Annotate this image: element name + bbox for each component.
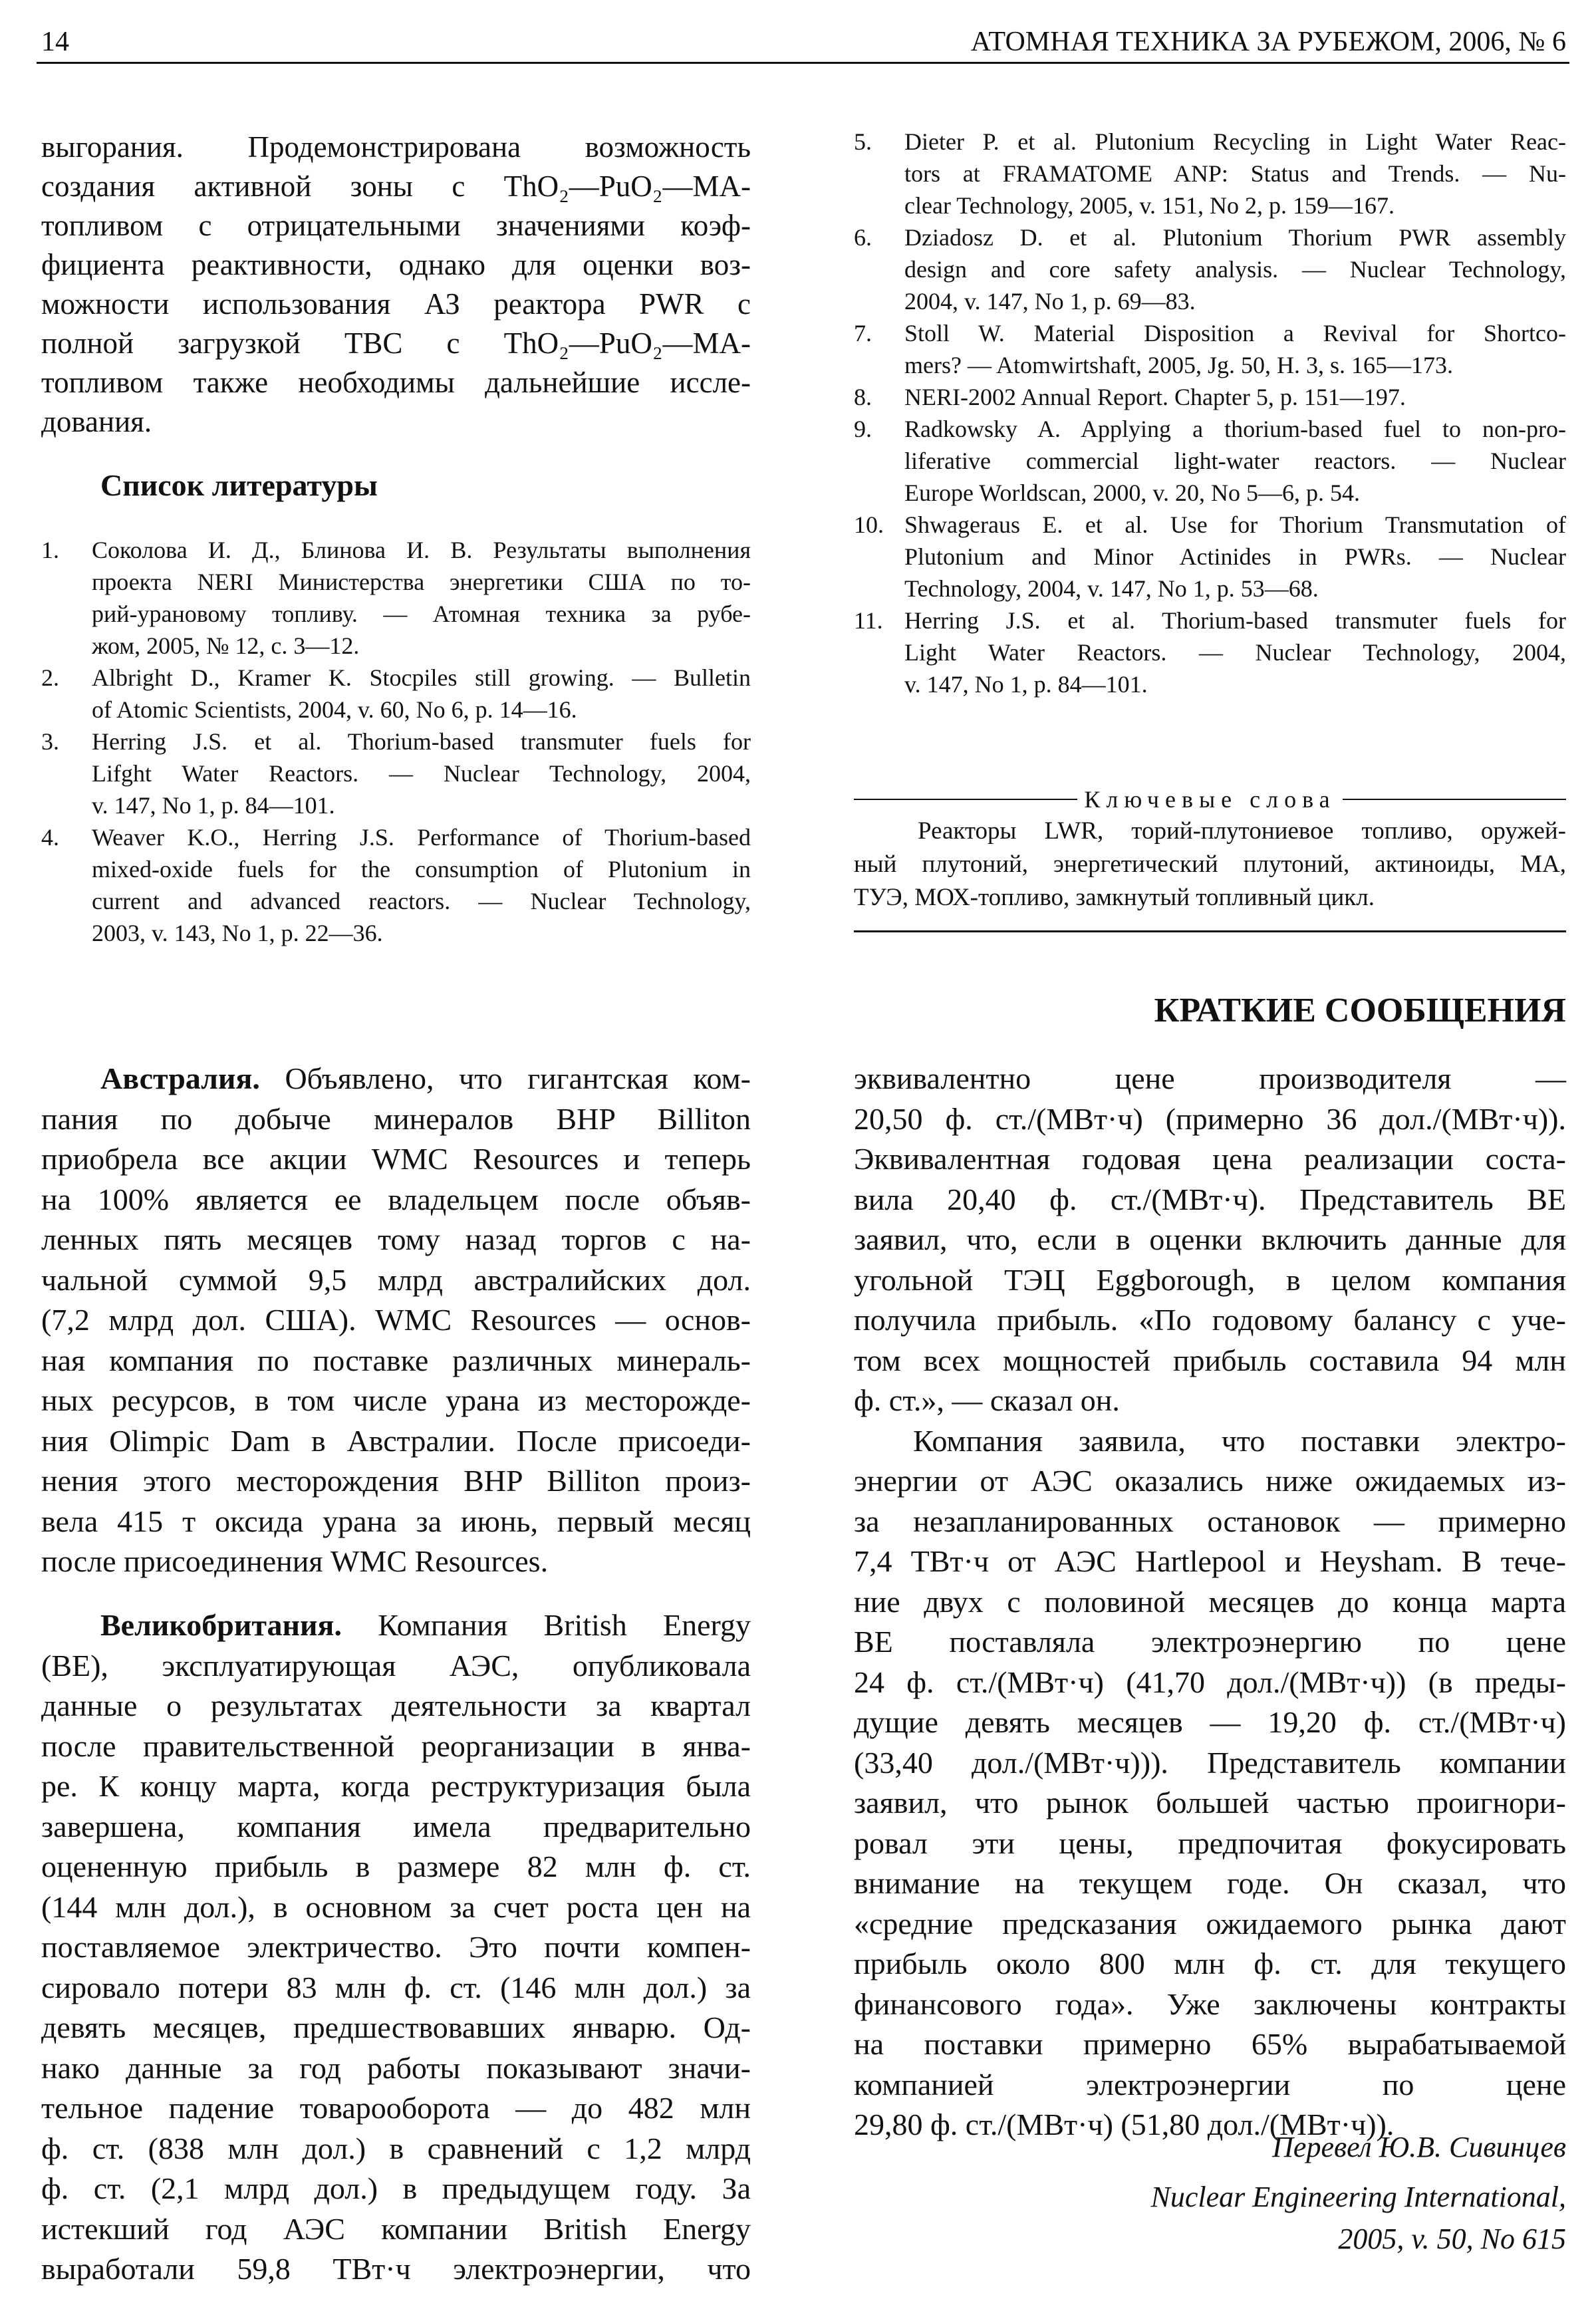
text-line: топливом с отрицательными значениями коэф-	[41, 209, 751, 242]
text-line: создания активной зоны с ThO₂—PuO₂—MA-	[41, 170, 751, 203]
keywords-rule	[854, 930, 1566, 932]
text-line: вила 20,40 ф. ст./(МВт·ч). Представитель BE	[854, 1182, 1566, 1216]
text-line: Эквивалентная годовая цена реализации соста-	[854, 1142, 1566, 1176]
reference-list-right	[854, 126, 1566, 700]
text-line: проекта NERI Министерства энергетики США по то-	[92, 569, 751, 595]
reference-item	[41, 726, 751, 821]
text-line: ных ресурсов, в том числе урана из месторожде-	[41, 1383, 751, 1417]
reference-number: 1.	[41, 537, 59, 563]
divider	[854, 799, 1077, 800]
text-line: том всех мощностей прибыль составила 94 млн	[854, 1343, 1566, 1377]
text-line: 29,80 ф. ст./(МВт·ч) (51,80 дол./(МВт·ч)).	[854, 2107, 1395, 2141]
text-line: 24 ф. ст./(МВт·ч) (41,70 дол./(МВт·ч)) (в преды-	[854, 1665, 1566, 1699]
text-line: Herring J.S. et al. Thorium-based transmuter fuels for	[92, 728, 751, 755]
text-line: ленных пять месяцев тому назад торгов с на-	[41, 1222, 751, 1256]
text-line: за незапланированных остановок — примерно	[854, 1504, 1566, 1538]
text-line: нения этого месторождения BHP Billiton произ-	[41, 1464, 751, 1498]
text-line: Компания заявила, что поставки электро-	[913, 1423, 1566, 1458]
text-line: ф. ст.», — сказал он.	[854, 1383, 1120, 1417]
reference-number: 3.	[41, 728, 59, 755]
reference-list-left	[41, 534, 751, 949]
reference-item	[854, 221, 1566, 317]
news-australia	[41, 1059, 751, 1582]
text-line: энергии от АЭС оказались ниже ожидаемых из-	[854, 1464, 1566, 1498]
text-line: Plutonium and Minor Actinides in PWRs. — Nuclear	[904, 543, 1566, 570]
text-line: v. 147, No 1, p. 84—101.	[92, 792, 335, 819]
reference-number: 11.	[854, 607, 883, 634]
text-line: тельное падение товарооборота — до 482 млн	[41, 2091, 751, 2125]
text-line: 20,50 ф. ст./(МВт·ч) (примерно 36 дол./(МВт·ч)).	[854, 1101, 1566, 1136]
text-line: Light Water Reactors. — Nuclear Technology, 2004,	[904, 639, 1566, 666]
text-line: design and core safety analysis. — Nuclear Technology,	[904, 256, 1566, 283]
text-line: BE поставляла электроэнергию по цене	[854, 1625, 1566, 1659]
text-line: финансового года». Уже заключены контракты	[854, 1986, 1566, 2021]
text-line	[41, 1605, 751, 1646]
text-line: эквивалентно цене производителя —	[854, 1061, 1566, 1095]
reference-text	[904, 605, 1566, 700]
text-line: Реакторы LWR, торий-плутониевое топливо, оружей-	[918, 817, 1566, 845]
text-line: mers? — Atomwirtshaft, 2005, Jg. 50, H. 3, s. 165—173.	[904, 352, 1453, 378]
text-line: Albright D., Kramer K. Stocpiles still growing. — Bulletin	[92, 664, 751, 691]
reference-number: 8.	[854, 384, 872, 410]
text-line: получила прибыль. «По годовому балансу с уче-	[854, 1303, 1566, 1337]
text-line: ние двух с половиной месяцев до конца марта	[854, 1584, 1566, 1619]
text-line: Europe Worldscan, 2000, v. 20, No 5—6, p. 54.	[904, 479, 1361, 506]
text-line: Соколова И. Д., Блинова И. В. Результаты выполнения	[92, 537, 751, 563]
text-line: рий-урановому топливу. — Атомная техника за рубе-	[92, 601, 751, 627]
text-line: mixed-oxide fuels for the consumption of Plutonium in	[92, 856, 751, 883]
text-line: пания по добыче минералов BHP Billiton	[41, 1101, 751, 1136]
reference-text	[904, 221, 1566, 317]
text-line: Weaver K.O., Herring J.S. Performance of Thorium-based	[92, 824, 751, 851]
text-line: current and advanced reactors. — Nuclear Technology,	[92, 888, 751, 914]
reference-number: 5.	[854, 128, 872, 155]
reference-item	[41, 821, 751, 949]
text-line: Radkowsky A. Applying a thorium-based fuel to non-pro-	[904, 416, 1566, 442]
text-line: компанией электроэнергии по цене	[854, 2067, 1566, 2102]
text-line: оцененную прибыль в размере 82 млн ф. ст.	[41, 1849, 751, 1883]
reference-item	[854, 605, 1566, 700]
reference-number: 6.	[854, 224, 872, 251]
text-line: сировало потери 83 млн ф. ст. (146 млн дол.) за	[41, 1970, 751, 2004]
text-line-rest: Объявлено, что гигантская ком-	[259, 1061, 751, 1095]
reference-text	[92, 662, 751, 726]
reference-text	[92, 726, 751, 821]
translator-credit: Перевел Ю.В. Сивинцев	[1272, 2131, 1566, 2163]
reference-text	[904, 317, 1566, 381]
text-line: 2004, v. 147, No 1, p. 69—83.	[904, 288, 1196, 315]
text-line: ная компания по поставке различных минераль-	[41, 1343, 751, 1377]
text-line: ния Olimpic Dam в Австралии. После присоеди-	[41, 1423, 751, 1458]
text-line: после присоединения WMC Resources.	[41, 1544, 549, 1578]
text-line: дования.	[41, 405, 152, 438]
reference-item	[41, 534, 751, 662]
text-line: девять месяцев, предшествовавших январю. Од-	[41, 2010, 751, 2044]
reference-text	[904, 126, 1566, 221]
reference-text	[92, 534, 751, 662]
reference-item	[41, 662, 751, 726]
text-line: of Atomic Scientists, 2004, v. 60, No 6, p. 14—16.	[92, 696, 577, 723]
reference-item	[854, 509, 1566, 605]
text-line: Herring J.S. et al. Thorium-based transmuter fuels for	[904, 607, 1566, 634]
text-line: после правительственной реорганизации в янва-	[41, 1728, 751, 1763]
text-line: на поставки примерно 65% вырабатываемой	[854, 2027, 1566, 2061]
text-line: дущие девять месяцев — 19,20 ф. ст./(МВт·ч)	[854, 1705, 1566, 1739]
text-line: v. 147, No 1, p. 84—101.	[904, 671, 1148, 698]
text-line: фициента реактивности, однако для оценки воз-	[41, 248, 751, 281]
reference-item	[854, 381, 1566, 413]
references-heading: Список литературы	[100, 468, 378, 502]
text-line: ТУЭ, МОХ-топливо, замкнутый топливный цикл.	[854, 884, 1375, 911]
text-line: ф. ст. (838 млн дол.) в сравнений с 1,2 млрд	[41, 2131, 751, 2165]
text-line: «средние предсказания ожидаемого рынка дают	[854, 1906, 1566, 1941]
text-line: clear Technology, 2005, v. 151, No 2, p. 159—167.	[904, 192, 1395, 219]
text-line: заявил, что рынок большей частью проигнори-	[854, 1786, 1566, 1820]
text-line: вела 415 т оксида урана за июнь, первый месяц	[41, 1504, 751, 1538]
journal-title: АТОМНАЯ ТЕХНИКА ЗА РУБЕЖОМ, 2006, № 6	[970, 27, 1566, 57]
keywords-text	[854, 815, 1566, 914]
text-line: приобрела все акции WMC Resources и теперь	[41, 1142, 751, 1176]
text-line: выгорания. Продемонстрирована возможность	[41, 130, 751, 164]
text-line: (7,2 млрд дол. США). WMC Resources — основ-	[41, 1303, 751, 1337]
text-line: NERI-2002 Annual Report. Chapter 5, p. 151—197.	[904, 384, 1406, 410]
text-line: заявил, что, если в оценки включить данные для	[854, 1222, 1566, 1256]
source-line-1: Nuclear Engineering International,	[1150, 2181, 1566, 2213]
page-number: 14	[41, 27, 69, 57]
reference-number: 4.	[41, 824, 59, 851]
header-rule	[37, 62, 1569, 64]
intro-paragraph	[41, 128, 751, 442]
reference-text	[904, 509, 1566, 605]
text-line-rest: Компания British Energy	[341, 1608, 751, 1642]
news-lead: Великобритания.	[100, 1608, 342, 1642]
text-line: ф. ст. (2,1 млрд дол.) в предыдущем году. За	[41, 2171, 751, 2205]
text-line: данные о результатах деятельности за квартал	[41, 1689, 751, 1722]
news-lead: Австралия.	[100, 1061, 260, 1095]
keywords-heading	[854, 783, 1566, 815]
text-line: угольной ТЭЦ Eggborough, в целом компания	[854, 1262, 1566, 1297]
text-line: Dziadosz D. et al. Plutonium Thorium PWR assembly	[904, 224, 1566, 251]
news-uk-continued	[854, 1059, 1566, 2145]
reference-number: 9.	[854, 416, 872, 442]
keywords-title: Ключевые слова	[1084, 786, 1336, 813]
text-line: поставляемое электричество. Это почти компен-	[41, 1930, 751, 1964]
text-line: Stoll W. Material Disposition a Revival for Shortco-	[904, 320, 1566, 346]
text-line: 2003, v. 143, No 1, p. 22—36.	[92, 920, 383, 946]
text-line: ре. К концу марта, когда реструктуризация была	[41, 1769, 751, 1803]
text-line: можности использования АЗ реактора PWR с	[41, 287, 751, 321]
text-line: чальной суммой 9,5 млрд австралийских дол.	[41, 1262, 751, 1297]
text-line: ровал эти цены, предпочитая фокусировать	[854, 1826, 1566, 1860]
text-line: истекший год АЭС компании British Energy	[41, 2211, 751, 2246]
text-line: Technology, 2004, v. 147, No 1, p. 53—68.	[904, 575, 1319, 602]
text-line: Shwageraus E. et al. Use for Thorium Transmutation of	[904, 511, 1566, 538]
text-line: (BE), эксплуатирующая АЭС, опубликовала	[41, 1648, 751, 1683]
reference-number: 2.	[41, 664, 59, 691]
reference-item	[854, 126, 1566, 221]
reference-number: 10.	[854, 511, 884, 538]
text-line: полной загрузкой ТВС с ThO₂—PuO₂—MA-	[41, 327, 751, 360]
text-line: ный плутоний, энергетический плутоний, актиноиды, MA,	[854, 851, 1566, 878]
source-line-2: 2005, v. 50, No 615	[1338, 2223, 1566, 2255]
text-line: на 100% является ее владельцем после объяв-	[41, 1182, 751, 1216]
text-line: топливом также необходимы дальнейшие иссле-	[41, 366, 751, 399]
section-title: КРАТКИЕ СООБЩЕНИЯ	[1154, 992, 1566, 1029]
text-line: Dieter P. et al. Plutonium Recycling in Light Water Reac-	[904, 128, 1566, 155]
reference-text	[904, 381, 1566, 413]
text-line	[41, 1059, 751, 1099]
reference-item	[854, 413, 1566, 509]
text-line: завершена, компания имела предварительно	[41, 1809, 751, 1843]
text-line: жом, 2005, № 12, с. 3—12.	[92, 632, 360, 659]
reference-number: 7.	[854, 320, 872, 346]
text-line: Lifght Water Reactors. — Nuclear Technology, 2004,	[92, 760, 751, 787]
text-line: (33,40 дол./(МВт·ч))). Представитель компании	[854, 1745, 1566, 1780]
text-line: 7,4 ТВт·ч от АЭС Hartlepool и Heysham. В тече-	[854, 1544, 1566, 1578]
text-line: нако данные за год работы показывают значи-	[41, 2050, 751, 2085]
reference-text	[904, 413, 1566, 509]
text-line: прибыль около 800 млн ф. ст. для текущего	[854, 1947, 1566, 1980]
reference-item	[854, 317, 1566, 381]
text-line: liferative commercial light-water reactors. — Nuclear	[904, 448, 1566, 474]
reference-text	[92, 821, 751, 949]
news-uk	[41, 1605, 751, 2290]
text-line: внимание на текущем годе. Он сказал, что	[854, 1866, 1566, 1900]
text-line: выработали 59,8 ТВт·ч электроэнергии, что	[41, 2252, 751, 2286]
divider	[1343, 799, 1566, 800]
text-line: tors at FRAMATOME ANP: Status and Trends. — Nu-	[904, 160, 1566, 187]
text-line: (144 млн дол.), в основном за счет роста цен на	[41, 1889, 751, 1924]
